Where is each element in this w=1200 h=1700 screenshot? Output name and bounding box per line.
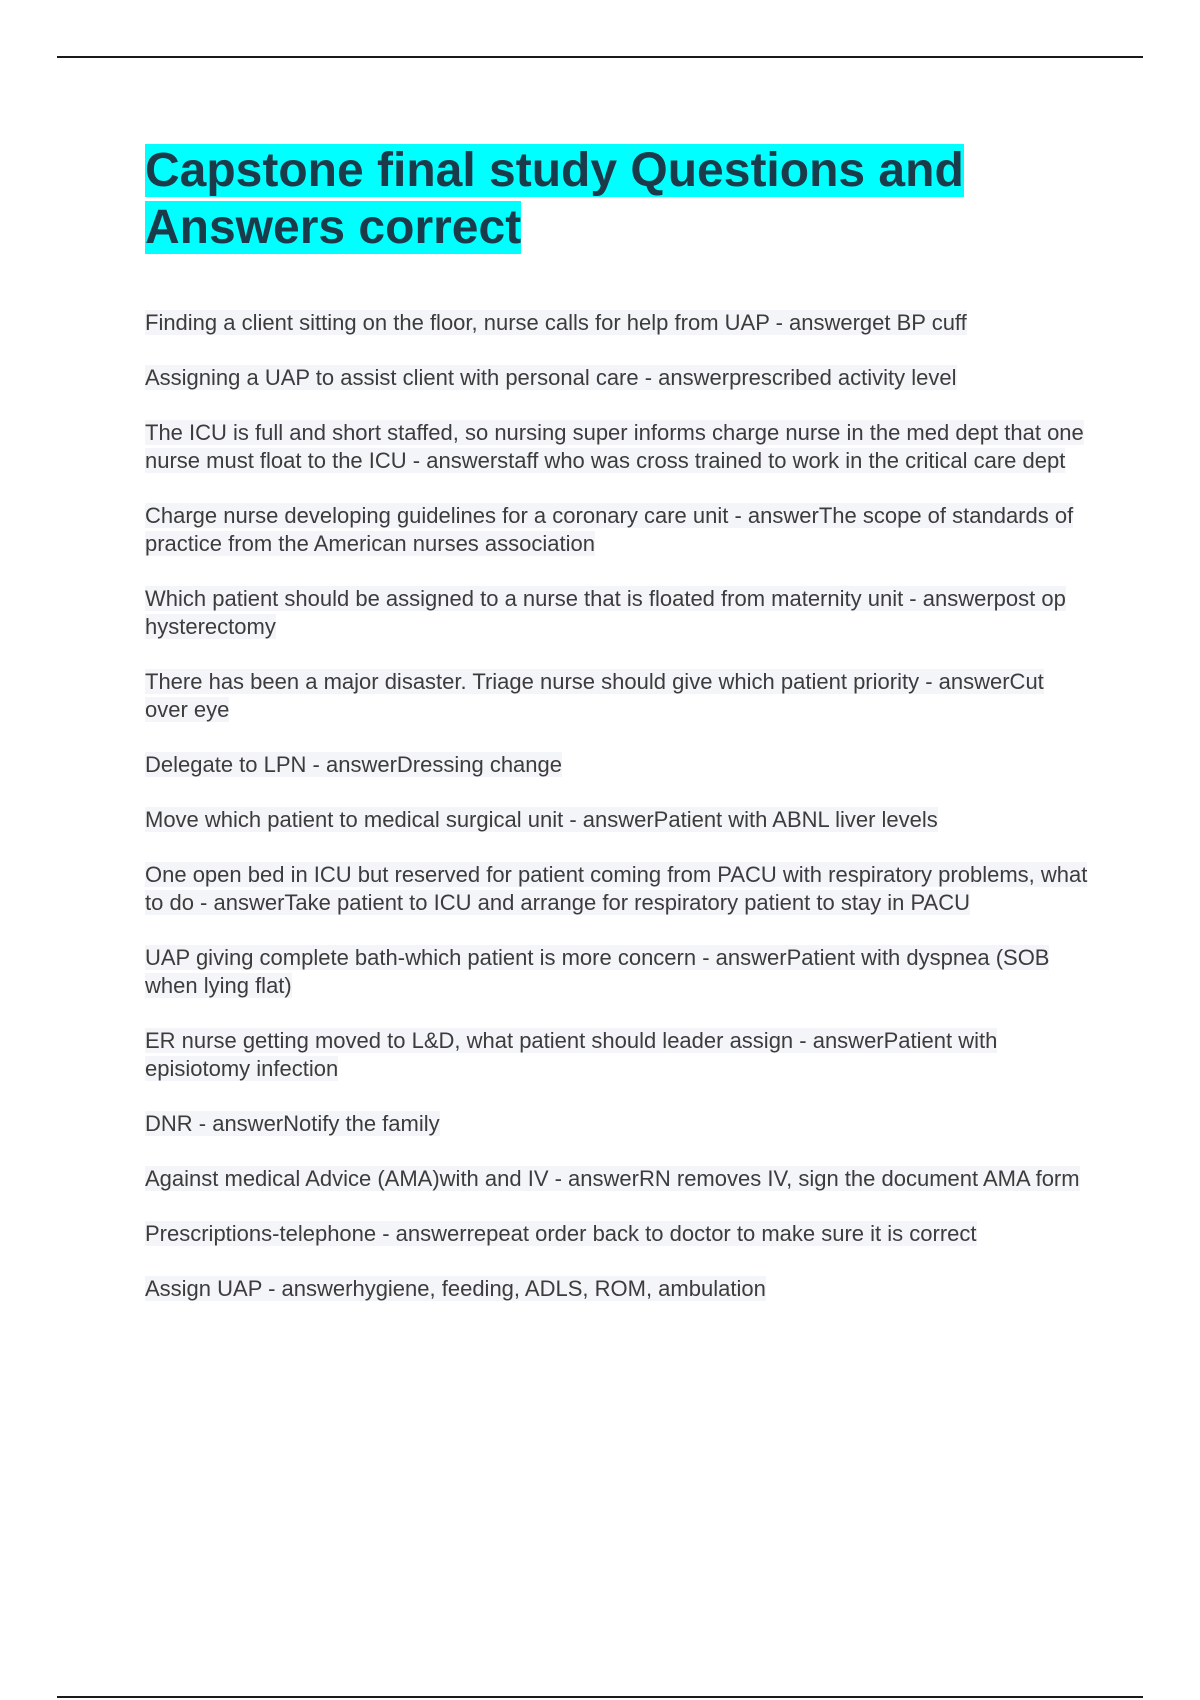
qa-item-text: The ICU is full and short staffed, so nursing super informs charge nurse in the med dept that one nurse must float to the ICU - answerstaff who was cross trained to work in the critical care dept <box>145 420 1084 473</box>
qa-item <box>145 751 1090 779</box>
qa-item <box>145 502 1090 558</box>
qa-item <box>145 419 1090 475</box>
qa-item-text: Which patient should be assigned to a nurse that is floated from maternity unit - answerpost op hysterectomy <box>145 586 1066 639</box>
qa-item-text: Assign UAP - answerhygiene, feeding, ADLS, ROM, ambulation <box>145 1276 766 1301</box>
footer-rule <box>57 1696 1143 1698</box>
qa-item-text: ER nurse getting moved to L&D, what patient should leader assign - answerPatient with episiotomy infection <box>145 1028 998 1081</box>
qa-item-text: UAP giving complete bath-which patient is more concern - answerPatient with dyspnea (SOB when lying flat) <box>145 945 1050 998</box>
qa-item-text: Prescriptions-telephone - answerrepeat order back to doctor to make sure it is correct <box>145 1221 977 1246</box>
qa-item-text: Against medical Advice (AMA)with and IV - answerRN removes IV, sign the document AMA form <box>145 1166 1080 1191</box>
qa-list <box>145 309 1090 1330</box>
qa-item-text: There has been a major disaster. Triage nurse should give which patient priority - answerCut over eye <box>145 669 1044 722</box>
qa-item-text: Move which patient to medical surgical unit - answerPatient with ABNL liver levels <box>145 807 938 832</box>
qa-item <box>145 1027 1090 1083</box>
qa-item <box>145 1220 1090 1248</box>
qa-item <box>145 861 1090 917</box>
qa-item-text: DNR - answerNotify the family <box>145 1111 440 1136</box>
qa-item <box>145 668 1090 724</box>
qa-item-text: Charge nurse developing guidelines for a coronary care unit - answerThe scope of standards of practice from the American nurses association <box>145 503 1074 556</box>
qa-item <box>145 364 1090 392</box>
qa-item <box>145 585 1090 641</box>
qa-item <box>145 1165 1090 1193</box>
qa-item-text: Delegate to LPN - answerDressing change <box>145 752 563 777</box>
qa-item-text: One open bed in ICU but reserved for patient coming from PACU with respiratory problems, what to do - answerTake patient to ICU and arrange for respiratory patient to stay in PACU <box>145 862 1088 915</box>
qa-item <box>145 1110 1090 1138</box>
qa-item-text: Finding a client sitting on the floor, nurse calls for help from UAP - answerget BP cuff <box>145 310 967 335</box>
qa-item-text: Assigning a UAP to assist client with personal care - answerprescribed activity level <box>145 365 957 390</box>
qa-item <box>145 944 1090 1000</box>
qa-item <box>145 806 1090 834</box>
qa-item <box>145 1275 1090 1303</box>
document-title-text: Capstone final study Questions and Answers correct <box>145 144 964 254</box>
qa-item <box>145 309 1090 337</box>
header-rule <box>57 56 1143 58</box>
document-title <box>145 142 1105 256</box>
